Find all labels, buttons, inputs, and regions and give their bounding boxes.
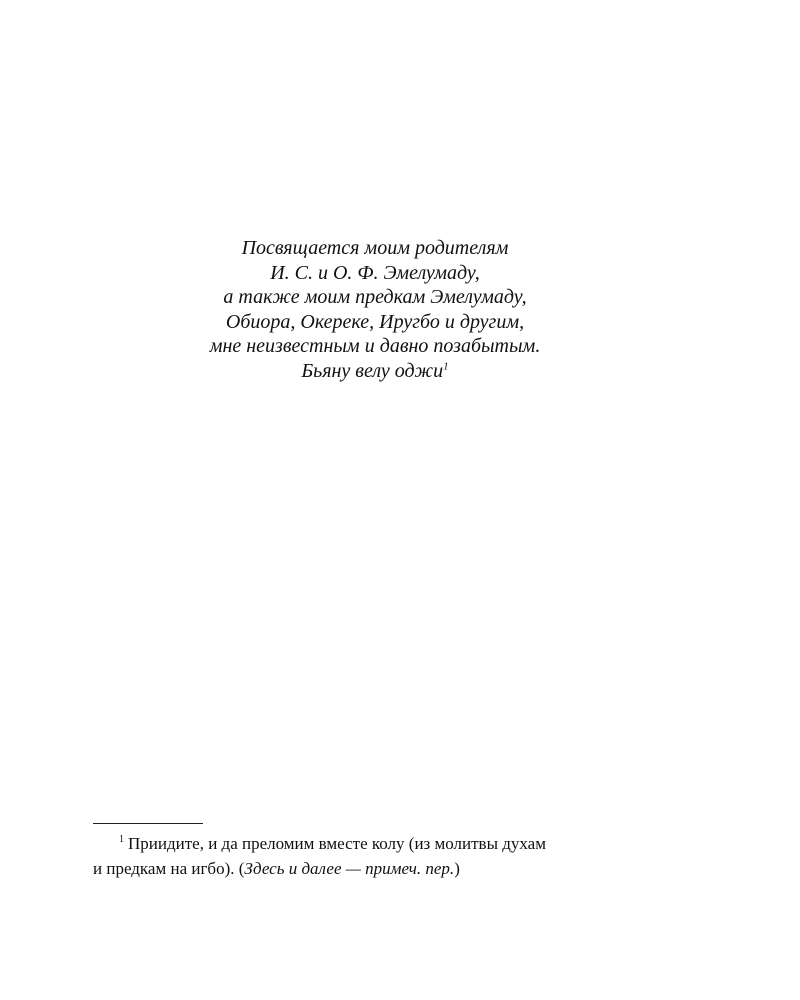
footnote-text: ): [454, 859, 460, 878]
dedication-line: И. С. и О. Ф. Эмелумаду,: [270, 261, 480, 284]
dedication-line: мне неизвестным и давно позабытым.: [209, 335, 541, 357]
footnote-text: Приидите, и да преломим вместе колу (из молитвы духам: [128, 834, 546, 853]
footnote-reference[interactable]: 1: [443, 359, 449, 372]
dedication-last-line: [150, 359, 600, 384]
footnote-line: [93, 856, 663, 881]
footnote-line: [93, 831, 663, 856]
footnote-text: и предкам на игбо). (: [93, 859, 245, 878]
dedication-line-text: Бьяну велу оджи: [301, 359, 444, 382]
dedication: [150, 236, 600, 383]
dedication-line: Обиора, Окереке, Иругбо и другим,: [225, 310, 525, 333]
footnote: [93, 831, 663, 881]
footnote-translator-note: Здесь и далее — примеч. пер.: [244, 859, 455, 878]
footnote-separator: [93, 823, 203, 824]
dedication-line: а также моим предкам Эмелумаду,: [223, 286, 527, 308]
footnote-marker: 1: [119, 834, 124, 846]
dedication-line: Посвящается моим родителям: [241, 237, 509, 259]
